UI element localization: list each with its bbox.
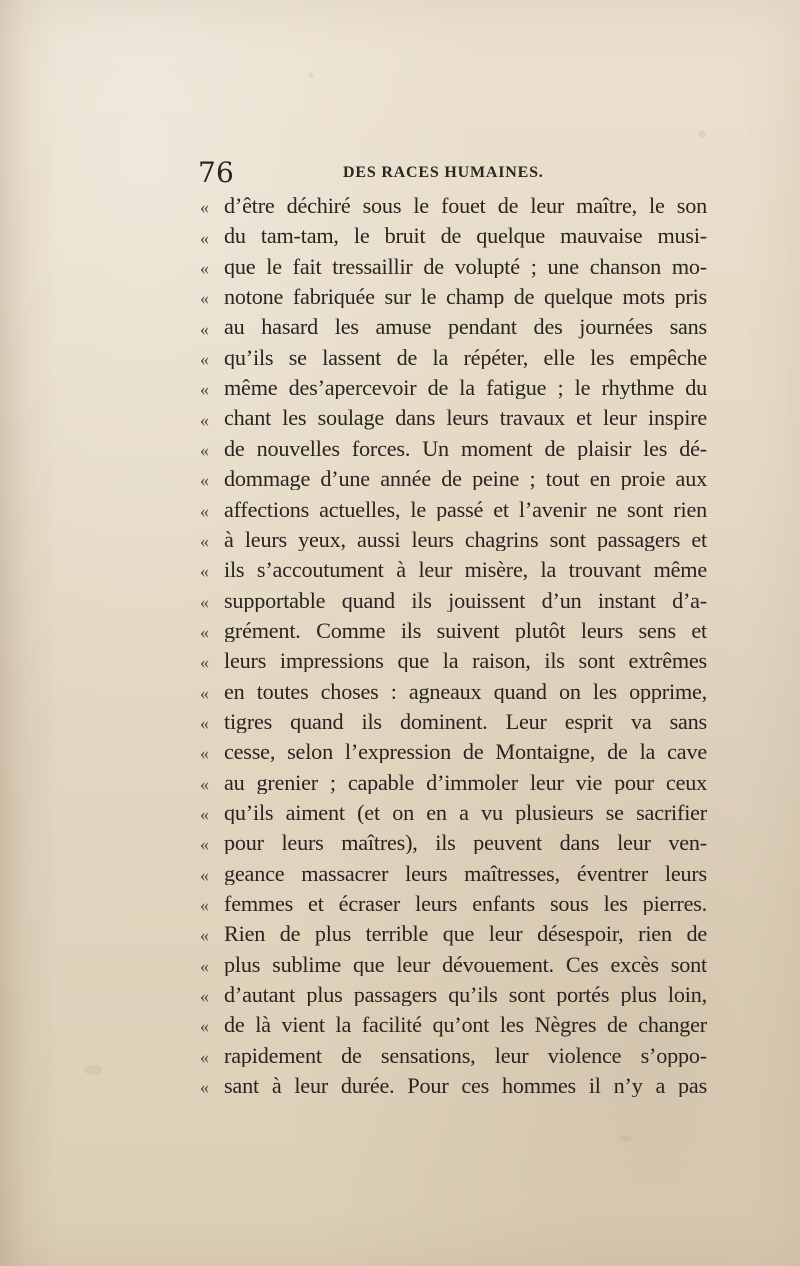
line-text: du tam-tam, le bruit de quelque mauvaise musi-	[224, 225, 707, 248]
quotation-marker: «	[200, 864, 209, 885]
quotation-marker: «	[200, 1016, 209, 1037]
text-line	[200, 737, 708, 767]
quotation-marker: «	[200, 621, 209, 642]
line-text: plus sublime que leur dévouement. Ces excès sont	[224, 953, 707, 976]
paper-stain	[698, 130, 706, 138]
paper-stain	[620, 1135, 632, 1142]
paper-stain	[84, 1065, 102, 1075]
body-text	[200, 191, 708, 1101]
line-text: geance massacrer leurs maîtresses, éventrer leurs	[224, 862, 707, 885]
line-text: chant les soulage dans leurs travaux et leur inspire	[224, 407, 707, 430]
text-line	[200, 768, 708, 798]
quotation-marker: «	[200, 773, 209, 794]
line-text: affections actuelles, le passé et l’avenir ne sont rien	[224, 498, 707, 521]
text-line	[200, 403, 708, 433]
quotation-marker: «	[200, 197, 209, 218]
quotation-marker: «	[200, 379, 209, 400]
text-line	[200, 494, 708, 524]
quotation-marker: «	[200, 925, 209, 946]
quotation-marker: «	[200, 318, 209, 339]
quotation-marker: «	[200, 288, 209, 309]
text-line	[200, 889, 708, 919]
text-line	[200, 616, 708, 646]
line-text: cesse, selon l’expression de Montaigne, de la cave	[224, 741, 707, 764]
line-text: leurs impressions que la raison, ils sont extrêmes	[224, 650, 707, 673]
quotation-marker: «	[200, 530, 209, 551]
line-text: qu’ils aiment (et on en a vu plusieurs se sacrifier	[224, 801, 707, 825]
text-line	[200, 434, 708, 464]
line-text: dommage d’une année de peine ; tout en proie aux	[224, 468, 707, 491]
quotation-marker: «	[200, 1077, 209, 1098]
quotation-marker: «	[200, 955, 209, 976]
line-text: grément. Comme ils suivent plutôt leurs sens et	[224, 619, 707, 643]
line-text: d’être déchiré sous le fouet de leur maître, le son	[224, 195, 707, 218]
text-line	[200, 555, 708, 585]
line-text: femmes et écraser leurs enfants sous les pierres.	[224, 892, 707, 916]
line-text: ils s’accoutument à leur misère, la trouvant même	[224, 559, 707, 582]
line-text: à leurs yeux, aussi leurs chagrins sont passagers et	[224, 528, 707, 552]
page-number: 76	[198, 156, 235, 189]
text-line	[200, 1041, 708, 1071]
line-text: d’autant plus passagers qu’ils sont portés plus loin,	[224, 984, 707, 1007]
text-line	[200, 828, 708, 858]
quotation-marker: «	[200, 804, 209, 825]
quotation-marker: «	[200, 227, 209, 248]
quotation-marker: «	[200, 713, 209, 734]
line-text: Rien de plus terrible que leur désespoir, rien de	[224, 923, 707, 946]
text-line	[200, 252, 708, 282]
running-head: DES RACES HUMAINES.	[343, 164, 544, 181]
quotation-marker: «	[200, 591, 209, 612]
quotation-marker: «	[200, 1046, 209, 1067]
quotation-marker: «	[200, 834, 209, 855]
line-text: tigres quand ils dominent. Leur esprit va sans	[224, 710, 707, 734]
line-text: de nouvelles forces. Un moment de plaisir les dé-	[224, 437, 707, 461]
text-line	[200, 525, 708, 555]
paper-stain	[308, 72, 314, 78]
line-text: même des’apercevoir de la fatigue ; le rhythme du	[224, 377, 707, 400]
line-text: au hasard les amuse pendant des journées sans	[224, 316, 707, 339]
text-line	[200, 707, 708, 737]
text-line	[200, 646, 708, 676]
line-text: de là vient la facilité qu’ont les Nègres de changer	[224, 1014, 707, 1037]
line-text: notone fabriquée sur le champ de quelque mots pris	[224, 286, 707, 309]
line-text: qu’ils se lassent de la répéter, elle les empêche	[224, 346, 707, 369]
text-line	[200, 312, 708, 342]
quotation-marker: «	[200, 652, 209, 673]
line-text: au grenier ; capable d’immoler leur vie pour ceux	[224, 771, 707, 794]
text-line	[200, 1010, 708, 1040]
quotation-marker: «	[200, 257, 209, 278]
line-text: en toutes choses : agneaux quand on les opprime,	[224, 680, 707, 703]
line-text: que le fait tressaillir de volupté ; une chanson mo-	[224, 255, 707, 278]
quotation-marker: «	[200, 439, 209, 460]
quotation-marker: «	[200, 986, 209, 1007]
line-text: pour leurs maîtres), ils peuvent dans leur ven-	[224, 832, 707, 855]
text-line	[200, 464, 708, 494]
quotation-marker: «	[200, 895, 209, 916]
page-header	[198, 155, 718, 195]
text-line	[200, 677, 708, 707]
text-line	[200, 950, 708, 980]
quotation-marker: «	[200, 500, 209, 521]
text-line	[200, 919, 708, 949]
quotation-marker: «	[200, 561, 209, 582]
text-line	[200, 585, 708, 615]
quotation-marker: «	[200, 682, 209, 703]
text-line	[200, 1071, 708, 1101]
text-line	[200, 373, 708, 403]
text-line	[200, 221, 708, 251]
line-text: supportable quand ils jouissent d’un instant d’a-	[224, 589, 707, 612]
line-text: sant à leur durée. Pour ces hommes il n’y a pas	[224, 1075, 707, 1098]
quotation-marker: «	[200, 348, 209, 369]
text-line	[200, 859, 708, 889]
quotation-marker: «	[200, 743, 209, 764]
quotation-marker: «	[200, 409, 209, 430]
text-line	[200, 191, 708, 221]
text-line	[200, 798, 708, 828]
line-text: rapidement de sensations, leur violence s’oppo-	[224, 1044, 707, 1067]
quotation-marker: «	[200, 470, 209, 491]
text-line	[200, 282, 708, 312]
text-line	[200, 343, 708, 373]
text-line	[200, 980, 708, 1010]
